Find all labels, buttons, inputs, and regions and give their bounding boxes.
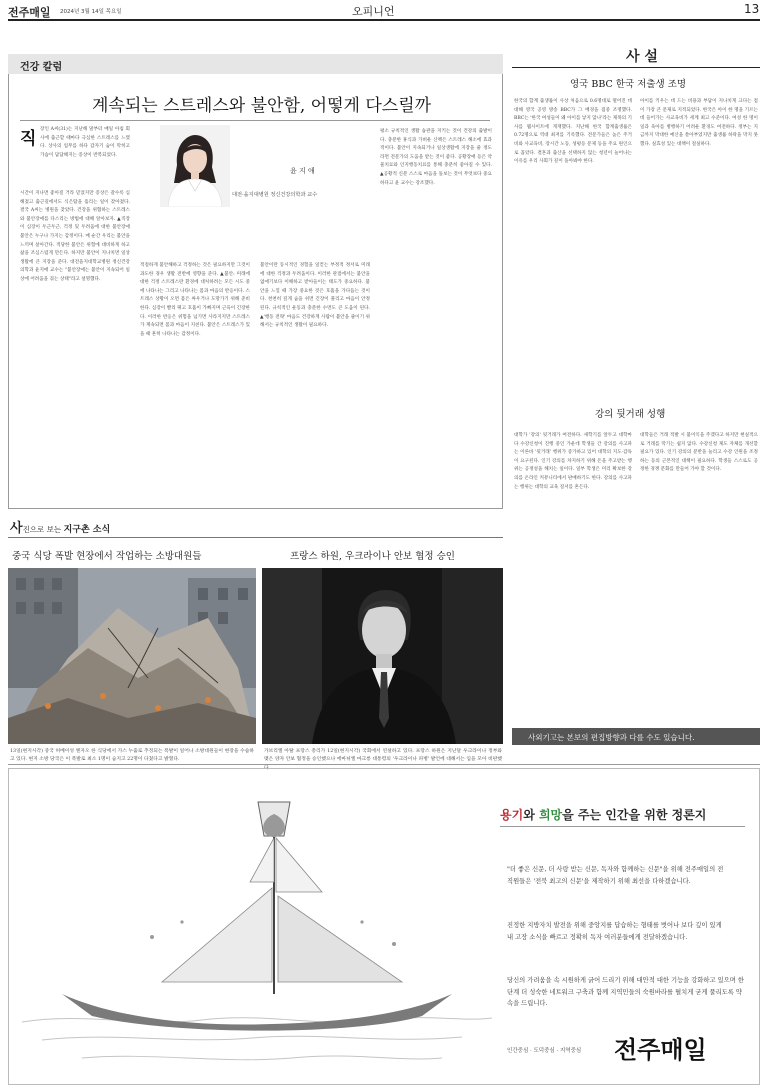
photo-section-rule bbox=[8, 537, 503, 538]
editorial-2-col-b: 대학들은 거래 적발 시 불이익을 주겠다고 하지만 현실적으로 거래를 막기는 쉽지 않다. 수강신청 제도 자체를 개선할 필요가 있다. 인기 강의의 분반을 늘리고 수강 인원을 조정하는 등의 근본적인 대책이 필요하다. 학생들 스스로도 공정한 경쟁 문화를 만들어 가야 할 것이다. bbox=[640, 433, 758, 473]
disclaimer-text: 사외기고는 본보의 편집방향과 다를 수도 있습니다. bbox=[528, 733, 695, 742]
photo-right-title: 프랑스 하원, 우크라이나 안보 협정 승인 bbox=[290, 551, 455, 562]
photo-section-title-rest: 진으로 보는 bbox=[22, 525, 64, 534]
photo-section-title-bold: 지구촌 소식 bbox=[63, 525, 111, 535]
ad-paragraph-1: "더 좋은 신문, 더 사랑 받는 신문, 독자와 함께하는 신문"을 위해 전주매일의 전 직원들은 '전북 최고의 신문'을 제작하기 위해 최선을 다하겠습니다. bbox=[507, 866, 724, 885]
editorial-1-col-b: 아이를 키우는 데 드는 비용과 부담이 지나치게 크다는 점이 가장 큰 문제로 지적되었다. 한국은 아이 한 명을 기르는 데 들어가는 사교육비가 세계 최고 수준이다. 여성 한 명이 일과 육아를 병행하기 어려운 환경도 여전하다. 정부는 지금까지 막대한 예산을 쏟아부었지만 출생률 하락을 막지 못했다. 실효성 있는 대책이 절실하다. bbox=[640, 99, 758, 147]
speaker-photo bbox=[262, 568, 503, 744]
ad-headline-hope: 희망 bbox=[538, 808, 563, 822]
author-photo bbox=[160, 125, 230, 207]
editorial-rule bbox=[512, 67, 760, 68]
ad-illustration bbox=[22, 772, 492, 1077]
ad-slogan: 인간중심 · 도덕중심 · 지역중심 bbox=[507, 1048, 582, 1054]
column-tag: 건강 칼럼 bbox=[20, 62, 63, 73]
column-body-3: 불안이란 동시적인 경험을 일컫는 부정적 정서로 미래에 대한 걱정과 두려움이다. 이러한 관점에서는 불안을 없애기보다 이해하고 받아들이는 태도가 중요하다. 불안을 느낄 때 가장 중요한 것은 호흡을 가다듬는 것이다. 천천히 깊게 숨을 쉬면 긴장이 풀리고 마음이 안정된다. 규칙적인 운동과 충분한 수면도 큰 도움이 된다. ▲'행동 전략' 마음도 건강하게 사람이 불안을 줄이기 위해서는 규칙적인 생활이 필요하다. bbox=[260, 263, 370, 329]
ad-logo: 전주매일 bbox=[614, 1036, 707, 1064]
photo-right-caption: 가브리엘 아탈 프랑스 총리가 12일(현지시각) 국회에서 연설하고 있다. 프랑스 하원은 지난달 우크라이나 정부와 맺은 양자 안보 협정을 승인했으나 에마뉘엘 마크롱 대통령의 '우크라이나 파병' 발언에 대해서는 입을 모아 비판했다. bbox=[264, 749, 502, 771]
editorial-label: 사 설 bbox=[626, 49, 658, 65]
headline-rule bbox=[20, 120, 490, 121]
editorial-title-2: 강의 뒷거래 성행 bbox=[595, 409, 666, 420]
section-name: 오피니언 bbox=[352, 5, 395, 18]
editorial-title-1: 영국 BBC 한국 저출생 조명 bbox=[570, 79, 687, 90]
column-headline: 계속되는 스트레스와 불안함, 어떻게 다스릴까 bbox=[92, 96, 432, 116]
ad-headline-rule bbox=[500, 826, 745, 827]
lead-text: 장인 A씨(31)는 지난해 말부터 매일 아침 회사에 출근할 때마다 극심한 스트레스를 느꼈다. 상사의 업무를 하다 갑자기 숨이 막히고 가슴이 답답해지는 증상이 반복되었다. bbox=[40, 127, 130, 158]
ad-headline bbox=[500, 806, 706, 823]
column-body-1: 시간이 지나면 좋아질 거라 믿었지만 증상은 갈수록 심해졌고 출근길에서도 식은땀을 흘리는 일이 잦아졌다. 결국 A씨는 병원을 찾았다. 건강을 위협하는 스트레스와 불안장애를 다스리는 방법에 대해 알아보자. ▲직장이 심장이 두근두근, 걱정 및 두려움에 대한 불안장애 불안은 누구나 가지는 감정이다. 매 순간 우리는 불안을 느끼며 살아간다. 적당한 불안은 위험에 대비하게 하고 삶을 조심스럽게 만든다. 하지만 불안이 지나치면 일상생활에 큰 지장을 준다. 대전을지대학교병원 정신건강의학과 윤지애 교수는 "불안장애는 불안이 지속되어 일상에 어려움을 겪는 상태"라고 설명했다. bbox=[20, 191, 130, 282]
author-name: 윤 지 애 bbox=[290, 167, 315, 175]
explosion-site-photo bbox=[8, 568, 256, 744]
masthead-rule bbox=[8, 19, 760, 21]
column-tag-bar bbox=[8, 54, 503, 74]
photo-left-caption: 13일(현지시각) 중국 허베이성 옌자오 한 식당에서 가스 누출로 추정되는 폭발이 일어나 소방대원들이 현장을 수습하고 있다. 현지 소방 당국은 이 폭발로 최소 1명이 숨지고 22명이 다쳤다고 밝혔다. bbox=[10, 749, 254, 763]
ad-headline-rest: 을 주는 인간을 위한 정론지 bbox=[562, 808, 707, 822]
editorial-1-col-a: 한국의 합계 출생률이 사상 처음으로 0.6명대로 떨어진 데 대해 영국 공영 방송 BBC가 그 배경을 집중 조명했다. BBC는 '한국 여성들이 왜 아이를 낳지 않나'라는 제목의 기사를 웹사이트에 게재했다. 지난해 한국 합계출생률은 0.72명으로 역대 최저를 기록했다. 전문가들은 높은 주거비와 사교육비, 장시간 노동, 성평등 문제 등을 주요 원인으로 꼽았다. 결혼과 출산을 선택하지 않는 청년이 늘어나는 이유를 우리 사회가 깊이 돌아봐야 한다. bbox=[514, 99, 632, 165]
ad-paragraph-2: 진정한 지방자치 발전을 위해 중앙지를 답습하는 형태를 벗어나 보다 깊이 있게 내 고장 소식을 빠르고 정확히 독자 여러분들에게 전달하겠습니다. bbox=[507, 922, 722, 941]
editorial-2-col-a: 대학가 '강의' 뒷거래가 여전하다. 새학기를 앞두고 대학마다 수강신청이 진행 중인 가운데 학생들 간 강의를 사고파는 이른바 '뒷거래' 행위가 증가하고 있어 대학의 지도·감독이 요구된다. 인기 강의를 차지하기 위해 돈을 주고받는 행위는 공정성을 해치는 일이다. 일부 학생은 미리 확보한 강의를 온라인 커뮤니티에서 판매하기도 한다. 강의를 사고파는 행위는 대학의 교육 질서를 흔든다. bbox=[514, 433, 632, 490]
ad-headline-courage: 용기 bbox=[500, 808, 524, 822]
masthead-logo: 전주매일 bbox=[8, 6, 51, 19]
ad-headline-and: 와 bbox=[523, 808, 539, 822]
ad-paragraph-3: 당신의 가려움을 속 시원하게 긁어 드리기 위해 대안적 대한 기능을 강화하고 있으며 한 단계 더 성숙한 네트워크 구축과 함께 지역민들의 숙원바라를 펼치게 굳게 풀리도록 약속을 드립니다. bbox=[507, 977, 744, 1007]
dropcap: 직 bbox=[20, 129, 37, 149]
masthead-date: 2024년 3월 14일 목요일 bbox=[60, 9, 122, 15]
page-number: 13 bbox=[744, 2, 760, 16]
photo-left-title: 중국 식당 폭발 현장에서 작업하는 소방대원들 bbox=[12, 551, 202, 562]
ad-top-rule bbox=[8, 764, 760, 765]
column-body-4: 평소 규칙적인 생활 습관을 지키는 것이 건강의 출발이다. 충분한 휴식과 가벼운 산책은 스트레스 해소에 효과적이다. 불안이 지속되거나 일상생활에 지장을 줄 정도라면 전문가의 도움을 받는 것이 좋다. 공황장애 등은 약물치료와 인지행동치료를 통해 충분히 좋아질 수 있다. ▲공황적 신분 스스로 마음을 돌보는 것이 무엇보다 중요하다고 윤 교수는 강조했다. bbox=[380, 129, 492, 186]
column-body-2: 적절하게 불안해하고 걱정하는 것은 필요하지만 그것이 과도한 경우 생활 전반에 영향을 준다. ▲불안: 미래에 대한 걱정 스트레스란 환경에 대처하려는 모든 시도 중에 나타나는 그리고 나타나는 몸과 마음의 반응이다. 스트레스 상황이 오면 몸은 싸우거나 도망가기 위해 준비한다. 심장이 빨리 뛰고 호흡이 가빠지며 근육이 긴장한다. 이러한 반응은 위험을 넘기면 사라지지만 스트레스가 계속되면 몸과 마음이 지친다. 불안은 스트레스가 있을 때 흔히 나타나는 감정이다. bbox=[140, 263, 250, 337]
author-title: 대전·을지대병원 정신건강의학과 교수 bbox=[232, 192, 318, 198]
photo-section-initial: 사 bbox=[10, 521, 23, 536]
photo-section-title bbox=[10, 517, 110, 536]
